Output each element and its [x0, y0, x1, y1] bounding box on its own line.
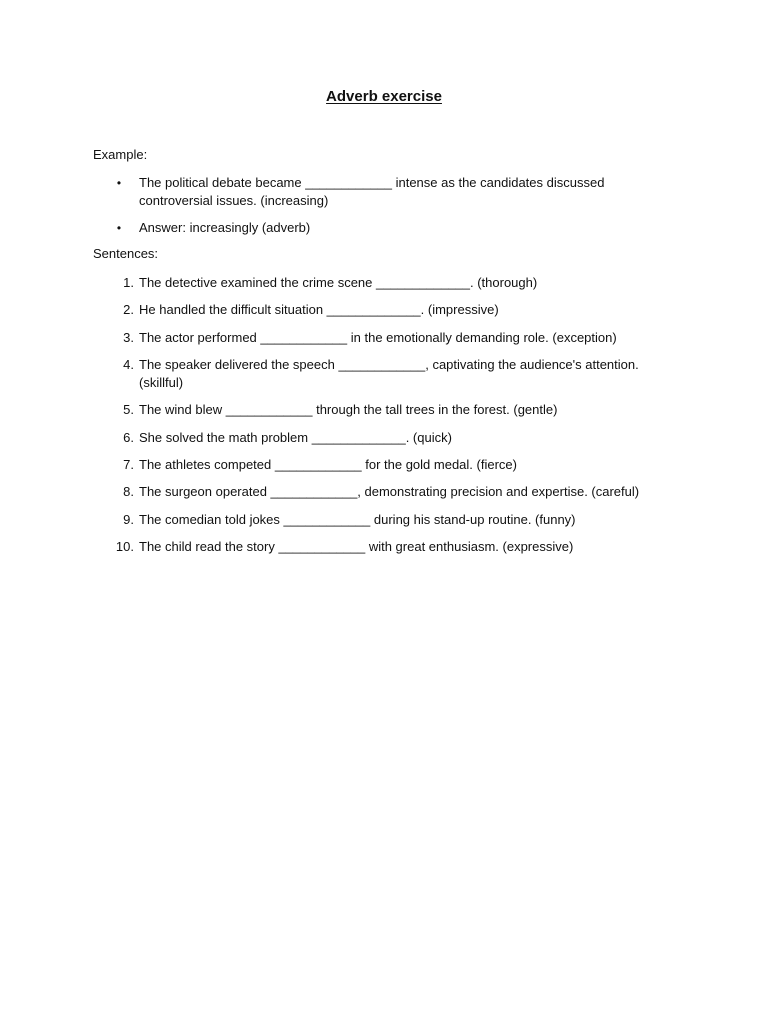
sentence-text: He handled the difficult situation _____________. (impressive) [139, 302, 499, 317]
example-item-text: The political debate became ____________ intense as the candidates discussed controversial issues. (increasing) [139, 175, 605, 208]
sentence-number: 4. [123, 357, 134, 372]
sentences-label: Sentences: [93, 246, 159, 261]
example-item-text: Answer: increasingly (adverb) [139, 220, 311, 235]
sentence-text: The wind blew ____________ through the tall trees in the forest. (gentle) [139, 402, 558, 417]
sentence-text: The detective examined the crime scene _____________. (thorough) [139, 275, 538, 290]
page-title: Adverb exercise [326, 88, 442, 105]
sentence-number: 1. [123, 275, 134, 290]
sentence-text: The athletes competed ____________ for the gold medal. (fierce) [139, 457, 517, 472]
bullet-marker: • [116, 176, 122, 190]
sentence-number: 3. [123, 330, 134, 345]
example-label: Example: [93, 147, 148, 162]
sentence-number: 5. [123, 402, 134, 417]
sentence-text: The surgeon operated ____________, demonstrating precision and expertise. (careful) [139, 484, 640, 499]
sentence-text: The child read the story ____________ with great enthusiasm. (expressive) [139, 539, 574, 554]
sentence-number: 6. [123, 430, 134, 445]
sentence-number: 10. [115, 539, 134, 554]
sentence-number: 2. [123, 302, 134, 317]
sentence-text: She solved the math problem _____________. (quick) [139, 430, 452, 445]
sentence-text: The speaker delivered the speech ____________, captivating the audience's attention. (skillful) [139, 357, 639, 390]
sentence-number: 9. [123, 512, 134, 527]
sentence-number: 8. [123, 484, 134, 499]
sentence-text: The comedian told jokes ____________ during his stand-up routine. (funny) [139, 512, 576, 527]
sentence-text: The actor performed ____________ in the emotionally demanding role. (exception) [139, 330, 617, 345]
bullet-marker: • [116, 221, 122, 235]
sentence-number: 7. [123, 457, 134, 472]
